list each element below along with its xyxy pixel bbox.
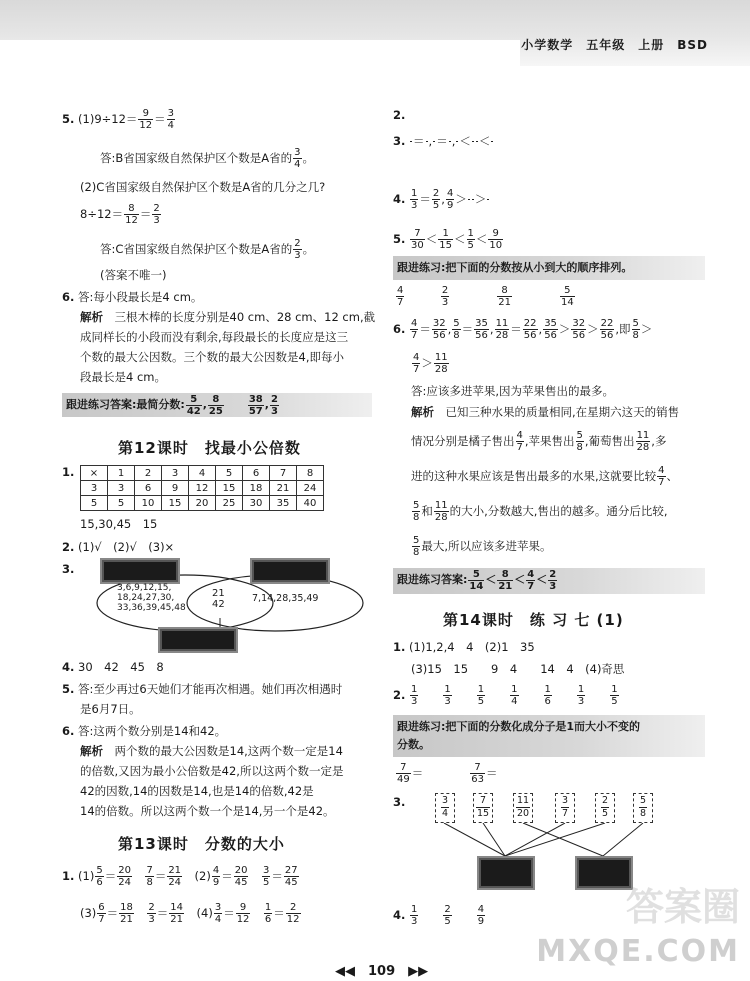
redacted-label-box — [250, 558, 330, 584]
fraction: $\frac{2}{3}$ — [294, 238, 301, 261]
fraction: $\frac{2}{3}$ — [153, 203, 160, 226]
left-q6-analysis4: 段最长是4 cm。 — [80, 370, 166, 384]
right-q6-answer: 答:应该多进苹果,因为苹果售出的最多。 — [411, 384, 615, 398]
venn-right-values: 7,14,28,35,49 — [252, 593, 319, 604]
right-l14-q4: 4. $\frac{1}{3}$ $\frac{2}{5}$ $\frac{4}{9}$ — [393, 904, 485, 927]
question-number: 5. — [62, 112, 75, 126]
watermark-url: MXQE.COM — [536, 934, 740, 969]
followup-practice-banner-4: 跟进练习:把下面的分数化成分子是1而大小不变的 分数。 — [393, 715, 705, 757]
fraction-card: $\frac{7}{15}$ — [473, 793, 493, 823]
right-q2: 2. — [393, 108, 406, 122]
redacted-label-box — [100, 558, 180, 584]
fraction-card: $\frac{2}{5}$ — [595, 793, 615, 823]
left-q6-analysis2: 成同样长的小段而没有剩余,每段最长的长度应是这三 — [80, 330, 349, 344]
text: (1)9÷12＝ — [78, 112, 138, 126]
left-q6b-analysis3: 42的因数,14的因数是14,也是14的倍数,42是 — [80, 784, 314, 798]
redacted-category-box — [575, 856, 633, 890]
right-q6-calc: 6. $\frac{4}{7}$ ＝ $\frac{32}{56}$ , $\frac{5}{8}$ ＝ $\frac{35}{56}$ , $\frac{11}{28}$ ＝ $\frac{22}{56}$ , $\frac{35}{56}$ ＞ $\frac{32}{56}$ ＞ $\frac{22}{56}$ ,即 $\frac{5}{8}$ ＞ — [393, 318, 653, 341]
followup-practice-banner-2: 跟进练习:把下面的分数按从小到大的顺序排列。 — [393, 256, 705, 280]
left-q6b-analysis2: 的倍数,又因为最小公倍数是42,所以这两个数一定是 — [80, 764, 344, 778]
left-q3-number: 3. — [62, 562, 75, 576]
left-q6-analysis3: 个数的最大公因数。三个数的最大公因数是4,即每小 — [80, 350, 344, 364]
right-l14-q2: 2. $\frac{1}{3}$ $\frac{1}{3}$ $\frac{1}{5}$ $\frac{1}{4}$ $\frac{1}{6}$ $\frac{1}{3}$ $\frac{1}{5}$ — [393, 684, 618, 707]
table-row: × 1 2 3 4 5 6 7 8 — [81, 466, 324, 481]
left-q6-answer: 6. 答:每小段最长是4 cm。 — [62, 290, 203, 304]
left-q1-after: 15,30,45 15 — [80, 517, 158, 531]
left-q2: 2. (1)√ (2)√ (3)× — [62, 540, 175, 554]
right-followup-blank-fractions: $\frac{7}{49}$ ＝ $\frac{7}{63}$ ＝ — [397, 762, 498, 785]
left-q5-line1 — [62, 108, 176, 131]
right-q4-calc: 4. $\frac{1}{3}$ ＝ $\frac{2}{5}$ , $\frac{4}{9}$ ＞ ＞ — [393, 188, 502, 211]
left-q5-calc: 8÷12＝ $\frac{8}{12}$ ＝ $\frac{2}{3}$ — [80, 203, 160, 226]
left-q5-note: (答案不唯一) — [100, 268, 167, 282]
redacted-category-box — [477, 856, 535, 890]
redacted-label-box — [158, 627, 238, 653]
left-q5-answer1: 答:B省国家级自然保护区个数是A省的 $\frac{3}{4}$ 。 — [100, 147, 315, 170]
right-q3-calc: 3. ＝ , ＝ , ＜ ＜ — [393, 134, 494, 148]
fraction: $\frac{3}{4}$ — [294, 147, 301, 170]
venn-left-values: 3,6,9,12,15, 18,24,27,30, 33,36,39,45,48 — [117, 583, 186, 613]
fraction: $\frac{8}{12}$ — [125, 203, 138, 226]
table-row: 5 5 10 15 20 25 30 35 40 — [81, 496, 324, 511]
left-l13-q1-row2: (3) $\frac{6}{7}$ ＝ $\frac{18}{21}$ $\frac{2}{3}$ ＝ $\frac{14}{21}$ (4) $\frac{3}{4}$ ＝ $\frac{9}{12}$ $\frac{1}{6}$ ＝ $\frac{2}{12}$ — [80, 902, 300, 925]
right-q6-analysis1: 解析 已知三种水果的质量相同,在星期六这天的销售 — [411, 405, 680, 419]
fraction: $\frac{9}{12}$ — [139, 108, 153, 131]
right-q6-analysis5: $\frac{5}{8}$ 最大,所以应该多进苹果。 — [413, 535, 552, 558]
left-q6b-analysis1: 解析 两个数的最大公因数是14,这两个数一定是14 — [80, 744, 343, 758]
right-q6-analysis4: $\frac{5}{8}$ 和 $\frac{11}{28}$ 的大小,分数越大,售出的越多。通分后比较, — [413, 500, 668, 523]
page-number: ◀◀ 109 ▶▶ — [335, 964, 429, 979]
watermark-logo: 答案圈 — [625, 885, 740, 929]
text: ＝ — [154, 112, 166, 126]
left-q6b-analysis4: 14的倍数。所以这两个数一个是14,另一个是42。 — [80, 804, 335, 818]
right-l14-q3-number: 3. — [393, 795, 406, 809]
lesson-14-title: 第14课时 练 习 七 (1) — [443, 611, 624, 629]
matching-lines — [430, 823, 670, 863]
right-l14-q1-line2: (3)15 15 9 4 14 4 (4)奇思 — [411, 662, 625, 676]
left-q6-analysis1: 解析 三根木棒的长度分别是40 cm、28 cm、12 cm,截 — [80, 310, 376, 324]
left-q5-answer2: 答:C省国家级自然保护区个数是A省的 $\frac{2}{3}$ 。 — [100, 238, 315, 261]
fraction-card: $\frac{11}{20}$ — [513, 793, 533, 823]
left-q6b-answer: 6. 答:这两个数分别是14和42。 — [62, 724, 227, 738]
venn-intersection: 21 42 — [212, 588, 225, 610]
fraction-card: $\frac{5}{8}$ — [633, 793, 653, 823]
fraction: $\frac{3}{4}$ — [167, 108, 175, 131]
right-q6-calc-cont: $\frac{4}{7}$ ＞ $\frac{11}{28}$ — [413, 352, 448, 375]
left-l13-q1-row1: 1. (1) $\frac{5}{6}$ ＝ $\frac{20}{24}$ $\frac{7}{8}$ ＝ $\frac{21}{24}$ (2) $\frac{4}{9}$ ＝ $\frac{20}{45}$ $\frac{3}{5}$ ＝ $\frac{27}{45}$ — [62, 865, 298, 888]
lesson-13-title: 第13课时 分数的大小 — [118, 835, 285, 853]
right-l14-q1-line1: 1. (1)1,2,4 4 (2)1 35 — [393, 640, 535, 654]
table-row: 3 3 6 9 12 15 18 21 24 — [81, 481, 324, 496]
right-q6-analysis3: 进的这种水果应该是售出最多的水果,这就要比较 $\frac{4}{7}$ 、 — [411, 465, 679, 488]
left-q5b-line2: 是6月7日。 — [80, 702, 141, 716]
left-q5b-line1: 5. 答:至少再过6天她们才能再次相遇。她们再次相遇时 — [62, 682, 343, 696]
fraction-card: $\frac{3}{7}$ — [555, 793, 575, 823]
multiplication-table — [80, 465, 324, 511]
left-q4: 4. 30 42 45 8 — [62, 660, 164, 674]
right-q5: 5. $\frac{7}{30}$ ＜ $\frac{1}{15}$ ＜ $\frac{1}{5}$ ＜ $\frac{9}{10}$ — [393, 228, 503, 251]
right-q6-analysis2: 情况分别是橘子售出 $\frac{4}{7}$ ,苹果售出 $\frac{5}{8}$ ,葡萄售出 $\frac{11}{28}$ ,多 — [411, 430, 667, 453]
header-title: 小学数学 五年级 上册 BSD — [521, 38, 708, 52]
right-followup-fractions: $\frac{4}{7}$ $\frac{2}{3}$ $\frac{8}{21}$ $\frac{5}{14}$ — [397, 285, 574, 308]
left-q5-part2: (2)C省国家级自然保护区个数是A省的几分之几? — [80, 180, 326, 194]
fraction-card: $\frac{3}{4}$ — [435, 793, 455, 823]
followup-answer-banner-1: 跟进练习答案:最简分数: $\frac{5}{42}$ , $\frac{8}{25}$ $\frac{38}{57}$ , $\frac{2}{3}$ — [62, 393, 372, 417]
followup-answer-banner-3: 跟进练习答案: $\frac{5}{14}$ ＜ $\frac{8}{21}$ ＜ $\frac{4}{7}$ ＜ $\frac{2}{3}$ — [393, 568, 705, 594]
lesson-12-title: 第12课时 找最小公倍数 — [118, 439, 301, 457]
header-curve-decoration — [0, 40, 520, 110]
left-lesson12-q1-number: 1. — [62, 465, 75, 479]
